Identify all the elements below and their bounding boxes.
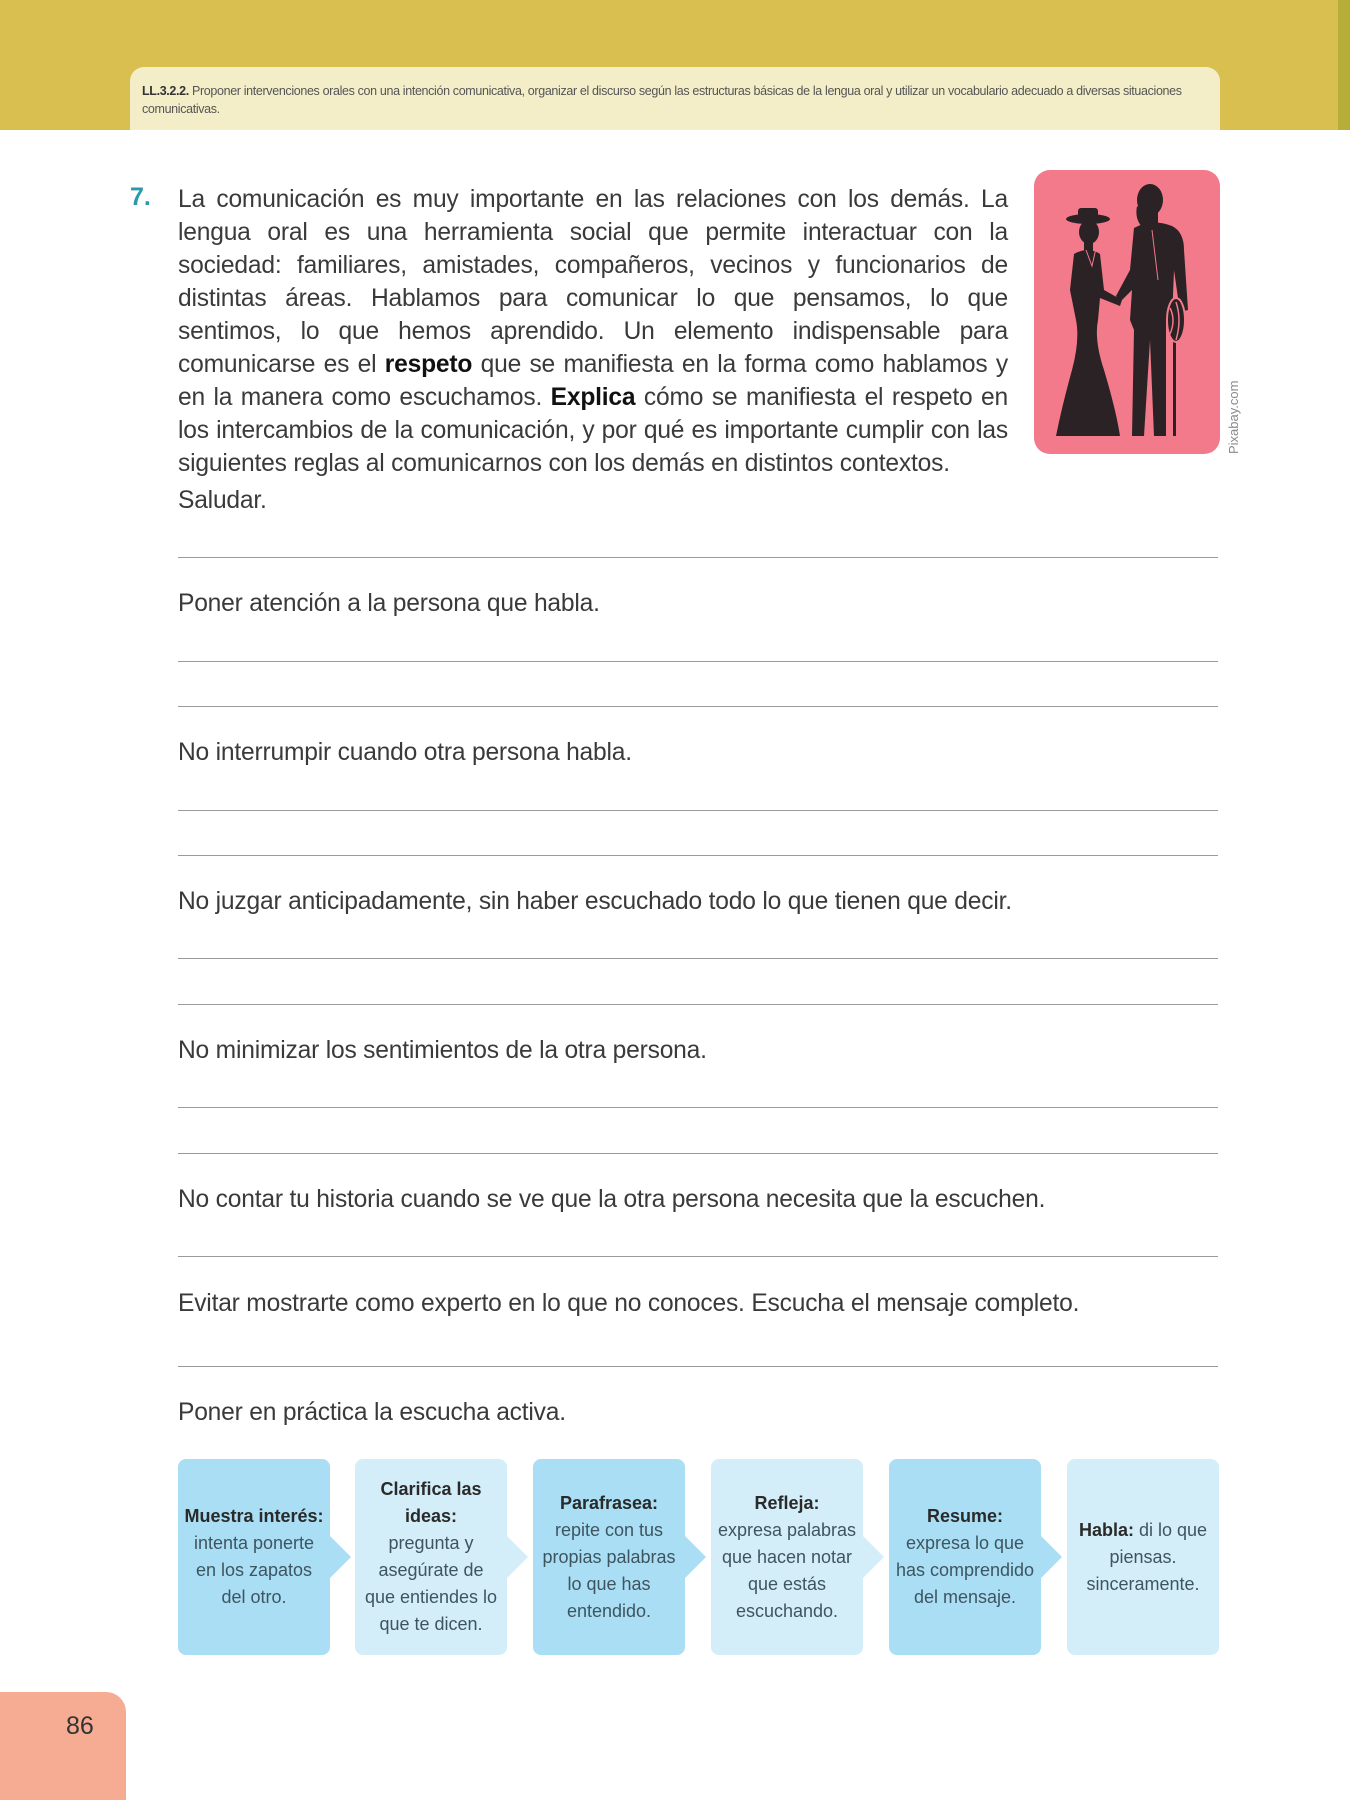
answer-line[interactable] [178, 661, 1218, 662]
answer-line[interactable] [178, 855, 1218, 856]
criterion-code: LL.3.2.2. [142, 84, 189, 98]
prompt-evitar-experto: Evitar mostrarte como experto en lo que no conoces. Escucha el mensaje completo. [178, 1290, 1080, 1317]
step-title: Clarifica las ideas: [380, 1479, 482, 1526]
keyword-explica: Explica [550, 384, 636, 411]
prompt-escucha-activa: Poner en práctica la escucha activa. [178, 1399, 566, 1426]
step-text: di lo que piensas. sinceramente. [1086, 1519, 1208, 1594]
question-text-part1: La comunicación es muy importante en las relaciones con los demás. La lengua oral es una herramienta social que permite interactuar con la sociedad: familiares, amistades, compañeros, vecinos y funcionarios de distintas áreas. Hablamos para comunicar lo que pensamos, lo que sentimos, lo que hemos aprendido. Un elemento indispensable para comunicarse es el [178, 186, 1008, 378]
prompt-no-juzgar: No juzgar anticipadamente, sin haber escuchado todo lo que tienen que decir. [178, 888, 1012, 915]
answer-line[interactable] [178, 810, 1218, 811]
step-text: repite con tus propias palabras lo que has entendido. [542, 1519, 676, 1621]
prompt-no-interrumpir: No interrumpir cuando otra persona habla. [178, 739, 632, 766]
arrow-right-icon [506, 1535, 528, 1579]
step-title: Habla: [1078, 1519, 1134, 1540]
answer-line[interactable] [178, 958, 1218, 959]
step-habla-content [1073, 1517, 1213, 1598]
answer-line[interactable] [178, 1153, 1218, 1154]
prompt-no-contar: No contar tu historia cuando se ve que la otra persona necesita que la escuchen. [178, 1186, 1046, 1213]
image-credit: Pixabay.com [1226, 380, 1241, 454]
header-edge [1338, 0, 1350, 130]
criterion-box [130, 67, 1220, 130]
step-clarifica [355, 1459, 507, 1655]
step-title: Parafrasea: [559, 1492, 659, 1513]
step-title: Refleja: [754, 1492, 820, 1513]
criterion-text: Proponer intervenciones orales con una intención comunicativa, organizar el discurso según las estructuras básicas de la lengua oral y utilizar un vocabulario adecuado a diversas situaciones comunicativas. [142, 84, 1182, 116]
question-text-part2: que se manifiesta en la forma como hablamos y en la manera como escuchamos. [178, 351, 1008, 411]
prompt-poner-atencion: Poner atención a la persona que habla. [178, 590, 600, 617]
answer-line[interactable] [178, 557, 1218, 558]
answer-line[interactable] [178, 706, 1218, 707]
arrow-right-icon [862, 1535, 884, 1579]
answer-line[interactable] [178, 1366, 1218, 1367]
arrow-right-icon [329, 1535, 351, 1579]
step-text: expresa palabras que hacen notar que estás escuchando. [717, 1519, 857, 1621]
page-number: 86 [66, 1712, 94, 1740]
prompt-saludar: Saludar. [178, 487, 267, 514]
step-title: Resume: [926, 1506, 1004, 1526]
step-resume [889, 1459, 1041, 1655]
step-title: Muestra interés: [184, 1506, 324, 1526]
step-text: intenta ponerte en los zapatos del otro. [193, 1533, 315, 1607]
step-parafrasea [533, 1459, 685, 1655]
step-text: expresa lo que has comprendido del mensaje. [895, 1533, 1035, 1607]
question-text-part3: cómo se manifiesta el respeto en los intercambios de la comunicación, y por qué es importante cumplir con las siguientes reglas al comunicarnos con los demás en distintos contextos. [178, 384, 1008, 477]
couple-silhouette-image [1034, 170, 1220, 454]
prompt-no-minimizar: No minimizar los sentimientos de la otra persona. [178, 1037, 707, 1064]
step-refleja [711, 1459, 863, 1655]
step-muestra-interes [178, 1459, 330, 1655]
answer-line[interactable] [178, 1256, 1218, 1257]
step-text: pregunta y asegúrate de que entiendes lo que te dicen. [364, 1533, 498, 1634]
answer-line[interactable] [178, 1004, 1218, 1005]
keyword-respeto: respeto [384, 351, 473, 378]
question-number: 7. [130, 183, 151, 211]
step-habla [1067, 1459, 1219, 1655]
couple-silhouette-icon [1034, 170, 1220, 454]
arrow-right-icon [684, 1535, 706, 1579]
page-tab [0, 1692, 126, 1800]
question-text [178, 183, 1008, 480]
answer-line[interactable] [178, 1107, 1218, 1108]
arrow-right-icon [1040, 1535, 1062, 1579]
